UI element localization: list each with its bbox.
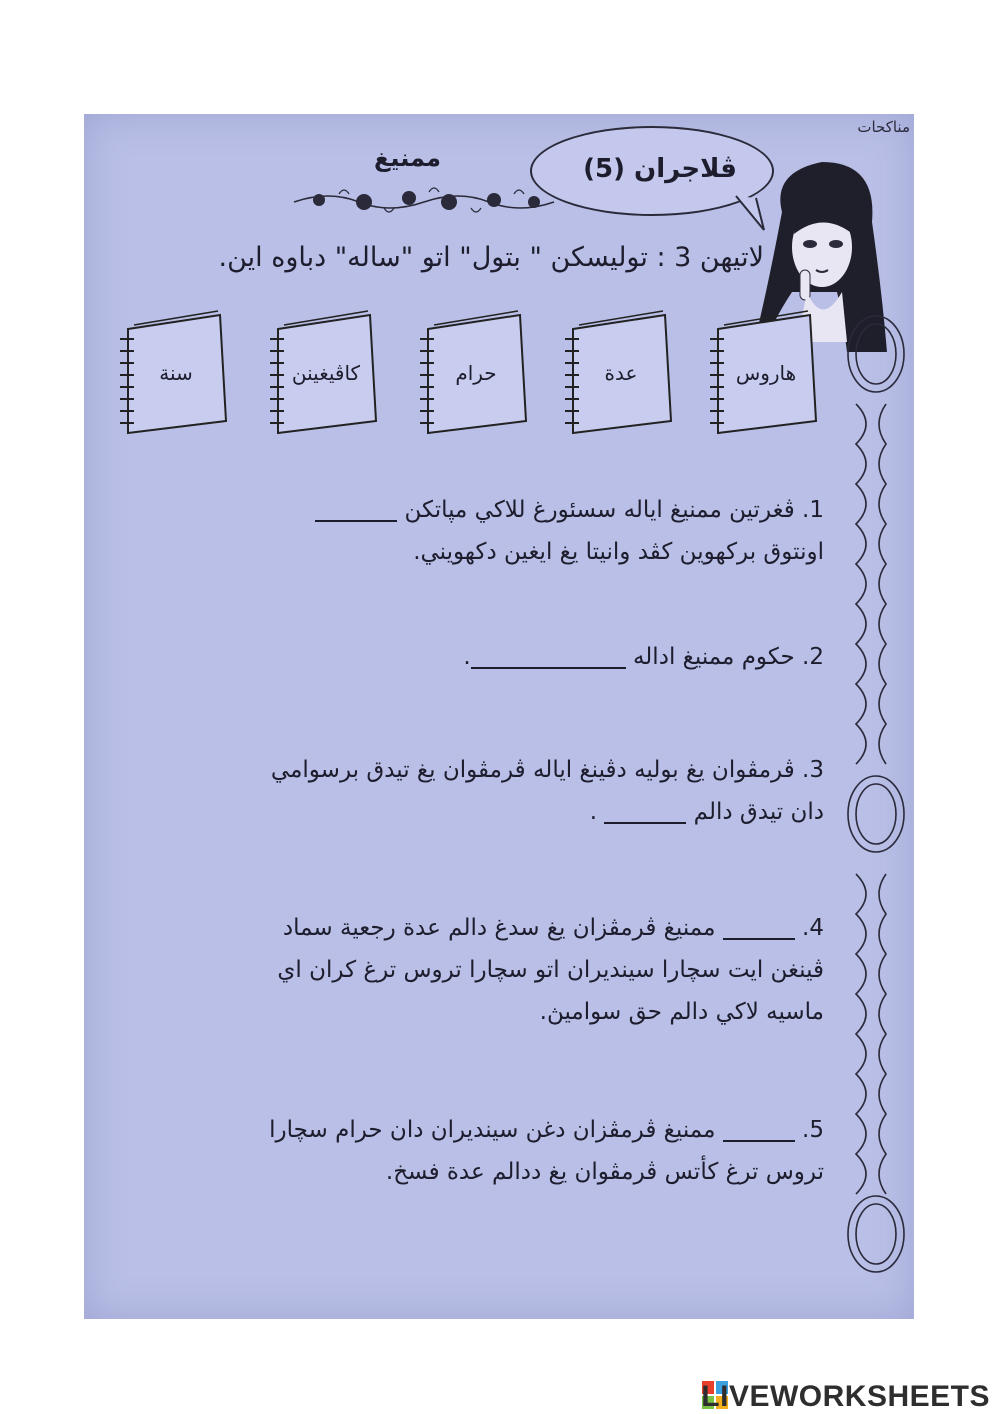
question-number: 2. xyxy=(802,644,824,670)
question-line xyxy=(277,907,824,949)
question-number: 1. xyxy=(802,497,824,523)
question-line: ماسيه لاكي دالم حق سواميڽ. xyxy=(539,999,824,1025)
question-number: 5. xyxy=(802,1117,824,1143)
decorative-border-icon xyxy=(836,314,914,1274)
question-line: تروس ترغ كأتس ڤرمڤوان يغ ددالم عدة فسخ. xyxy=(385,1159,824,1185)
question-1 xyxy=(315,489,824,573)
word-bank xyxy=(104,309,797,459)
floral-divider-icon xyxy=(289,180,559,220)
question-number: 3. xyxy=(802,757,824,783)
word-bank-card xyxy=(114,309,232,437)
word-bank-card xyxy=(264,309,382,437)
word-bank-card xyxy=(414,309,532,437)
answer-blank[interactable] xyxy=(723,1120,795,1142)
question-end-mark: . xyxy=(589,799,598,825)
question-text: حكوم ممنيغ اداله xyxy=(632,644,795,670)
topic-title: ممنيغ xyxy=(374,144,441,172)
question-end-mark: . xyxy=(463,644,471,670)
answer-blank[interactable] xyxy=(471,647,626,669)
question-line xyxy=(269,1109,824,1151)
lesson-number-title: ڤلاجران (5) xyxy=(583,154,737,184)
word-bank-word: سنة xyxy=(159,361,193,385)
question-line: ڤينغن ايت سچارا سينديران اتو سچارا تروس ترغ كران اي xyxy=(277,957,824,983)
watermark-text: LIVEWORKSHEETS xyxy=(701,1380,990,1413)
word-bank-word: حرام xyxy=(455,361,497,385)
word-bank-word: كاڤيغينن xyxy=(291,361,361,385)
word-bank-card xyxy=(559,309,677,437)
question-text: ڤرمڤوان يغ بوليه دڤينغ اياله ڤرمڤوان يغ تيدق برسوامي xyxy=(270,757,795,783)
question-text: ممنيغ ڤرمڤزان دغن سينديران دان حرام سچارا xyxy=(269,1117,716,1143)
question-3 xyxy=(271,749,824,833)
exercise-instruction: لاتيهن 3 : توليسكن " بتول" اتو "ساله" دباوه اين. xyxy=(218,242,764,273)
answer-blank[interactable] xyxy=(315,500,397,522)
page-header-text: مناكحات xyxy=(857,118,910,136)
worksheet-page xyxy=(84,114,914,1319)
question-line xyxy=(271,749,824,791)
question-line xyxy=(463,636,824,678)
word-bank-word: هاروس xyxy=(735,361,797,385)
question-text: ڤغرتين ممنيغ اياله سسئورغ للاكي مپاتكن xyxy=(404,497,795,523)
question-text: دان تيدق دالم xyxy=(693,799,824,825)
question-line: اونتوق بركهوين كڤد وانيتا يغ ايغين دكهويني. xyxy=(413,539,824,565)
word-bank-word: عدة xyxy=(604,361,638,385)
question-line xyxy=(315,489,824,531)
question-text: ممنيغ ڤرمڤزان يغ سدغ دالم عدة رجعية سماد xyxy=(282,915,716,941)
question-line xyxy=(271,791,824,833)
question-2 xyxy=(463,636,824,678)
word-bank-card xyxy=(704,309,822,437)
question-4 xyxy=(277,907,824,1033)
answer-blank[interactable] xyxy=(723,918,795,940)
question-5 xyxy=(269,1109,824,1193)
answer-blank[interactable] xyxy=(604,802,686,824)
question-number: 4. xyxy=(802,915,824,941)
